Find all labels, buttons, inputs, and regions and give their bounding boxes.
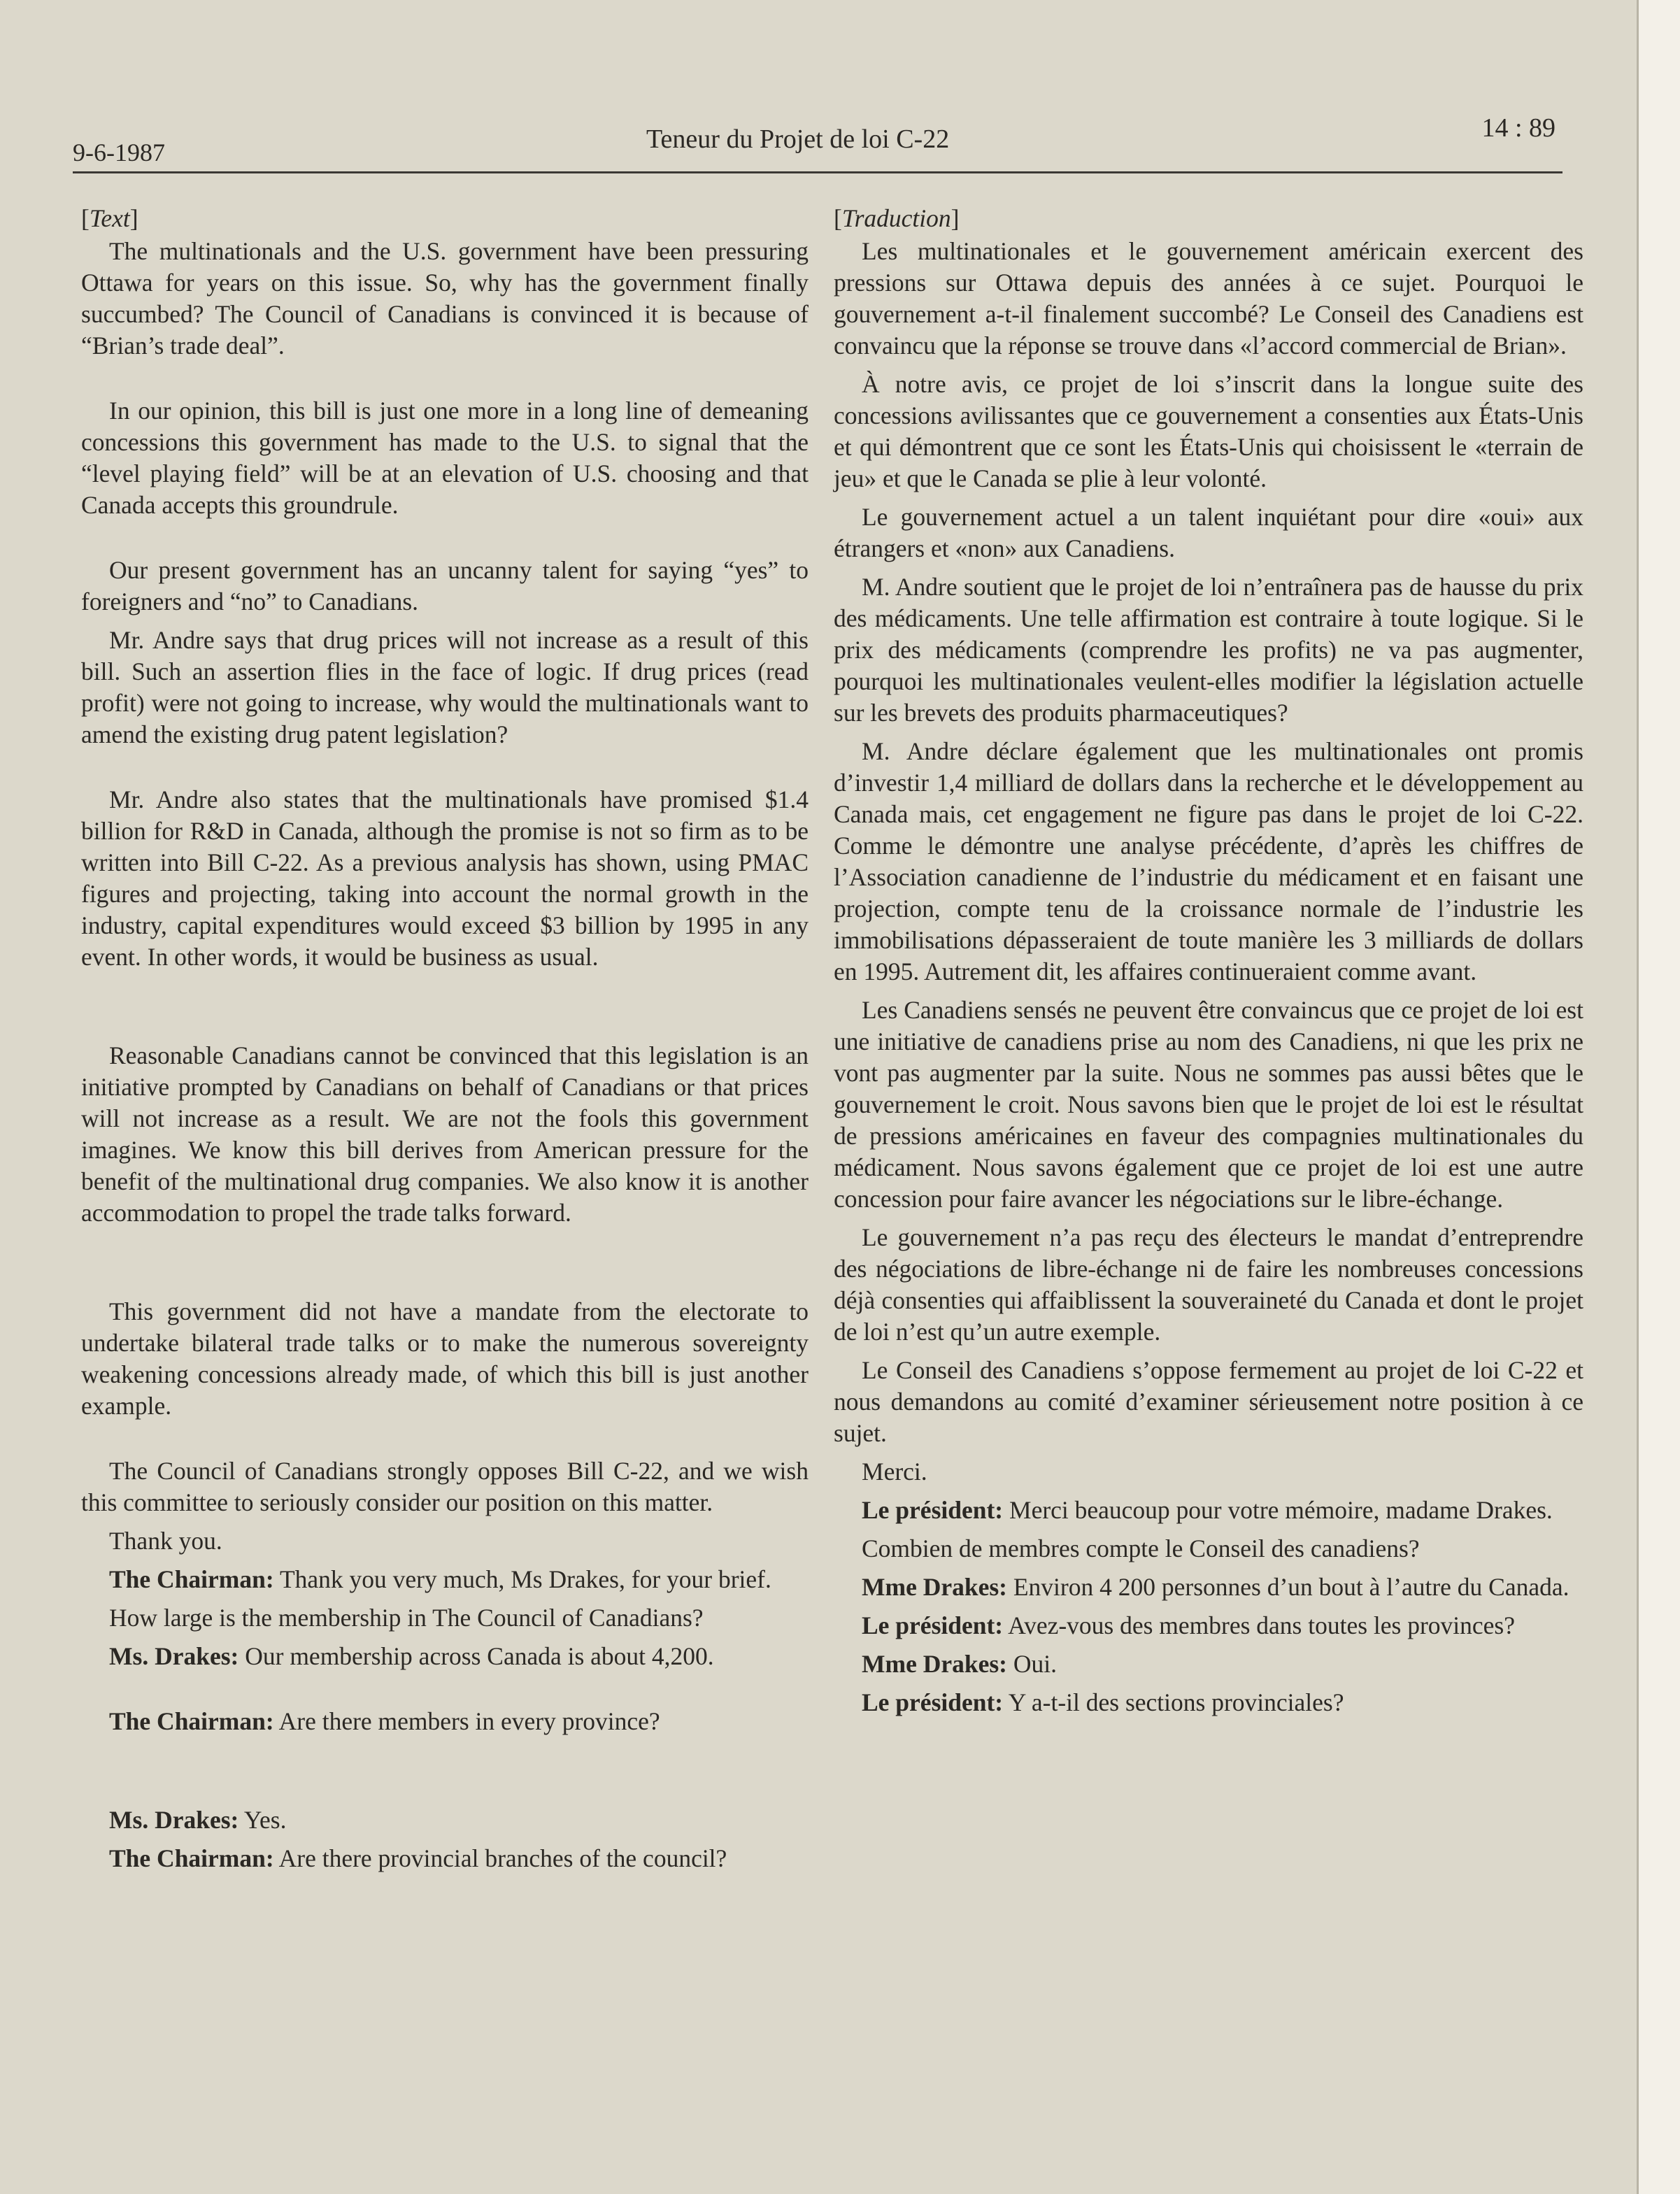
speaker: Mme Drakes:	[862, 1573, 1007, 1601]
page-edge	[1637, 0, 1680, 2194]
dialogue-line: Ms. Drakes: Our membership across Canada is about 4,200.	[109, 1642, 714, 1670]
dialogue-line: The Chairman: Are there provincial branches of the council?	[109, 1844, 727, 1872]
paragraph: Le gouvernement n’a pas reçu des électeurs le mandat d’entreprendre des négociations de libre-échange ni de faire les nombreuses concessions déjà consenties qui affaiblissent la souveraineté du Canada et dont le projet de loi n’est qu’un autre exemple.	[834, 1223, 1583, 1346]
speaker: The Chairman:	[109, 1844, 274, 1872]
page-header	[73, 105, 1562, 173]
speaker: The Chairman:	[109, 1565, 274, 1593]
header-date: 9-6-1987	[73, 138, 165, 166]
speaker: The Chairman:	[109, 1707, 274, 1735]
header-page-number: 14 : 89	[1481, 113, 1556, 143]
paragraph: Thank you.	[109, 1527, 222, 1555]
dialogue-line: The Chairman: Thank you very much, Ms Drakes, for your brief.	[109, 1565, 771, 1593]
speaker: Le président:	[862, 1496, 1004, 1524]
paragraph: This government did not have a mandate from the electorate to undertake bilateral trade talks or to make the numerous sovereignty weakening concessions already made, of which this bill is just another example.	[81, 1297, 809, 1420]
paragraph: In our opinion, this bill is just one more in a long line of demeaning concessions this government has made to the U.S. to signal that the “level playing field” will be at an elevation of U.S. choosing and that Canada accepts this groundrule.	[81, 397, 809, 519]
paragraph: À notre avis, ce projet de loi s’inscrit dans la longue suite des concessions avilissantes que ce gouvernement a consenties aux États-Unis et qui démontrent que ce sont les États-Unis qui choisissent le «terrain de jeu» et que le Canada se plie à leur volonté.	[834, 370, 1583, 492]
dialogue-line: The Chairman: Are there members in every province?	[109, 1707, 660, 1735]
paragraph: M. Andre soutient que le projet de loi n’entraînera pas de hausse du prix des médicaments. Une telle affirmation est contraire à toute logique. Si le prix des médicaments (comprendre les profits) ne va pas augmenter, pourquoi les multinationales veulent-elles modifier la législation actuelle sur les brevets des produits pharmaceutiques?	[834, 573, 1583, 727]
speaker: Le président:	[862, 1611, 1004, 1639]
text-label: [Text]	[81, 204, 138, 232]
speaker: Ms. Drakes:	[109, 1642, 239, 1670]
dialogue-line: How large is the membership in The Council of Canadians?	[109, 1604, 704, 1632]
paragraph: Reasonable Canadians cannot be convinced that this legislation is an initiative prompted by Canadians on behalf of Canadians or that prices will not increase as a result. We are not the fools this government imagines. We know this bill derives from American pressure for the benefit of the multinational drug companies. We also know it is another accommodation to propel the trade talks forward.	[81, 1041, 809, 1227]
dialogue-line: Le président: Y a-t-il des sections provinciales?	[862, 1688, 1344, 1716]
translation-label: [Traduction]	[834, 204, 960, 232]
speaker: Ms. Drakes:	[109, 1806, 239, 1834]
paragraph: Le Conseil des Canadiens s’oppose fermement au projet de loi C-22 et nous demandons au comité d’examiner sérieusement notre position à ce sujet.	[834, 1356, 1583, 1447]
speaker: Mme Drakes:	[862, 1650, 1007, 1678]
dialogue-line: Mme Drakes: Environ 4 200 personnes d’un bout à l’autre du Canada.	[862, 1573, 1569, 1601]
dialogue-line: Ms. Drakes: Yes.	[109, 1806, 287, 1834]
dialogue-line: Mme Drakes: Oui.	[862, 1650, 1057, 1678]
paragraph: The multinationals and the U.S. government have been pressuring Ottawa for years on this issue. So, why has the government finally succumbed? The Council of Canadians is convinced it is because of “Brian’s trade deal”.	[81, 237, 809, 359]
paragraph: Our present government has an uncanny talent for saying “yes” to foreigners and “no” to Canadians.	[81, 556, 809, 615]
paragraph: Mr. Andre says that drug prices will not increase as a result of this bill. Such an assertion flies in the face of logic. If drug prices (read profit) were not going to increase, why would the multinationals want to amend the existing drug patent legislation?	[81, 626, 809, 748]
paragraph: Mr. Andre also states that the multinationals have promised $1.4 billion for R&D in Canada, although the promise is not so firm as to be written into Bill C-22. As a previous analysis has shown, using PMAC figures and projecting, taking into account the normal growth in the industry, capital expenditures would exceed $3 billion by 1995 in any event. In other words, it would be business as usual.	[81, 785, 809, 971]
paragraph: Les Canadiens sensés ne peuvent être convaincus que ce projet de loi est une initiative de canadiens prise au nom des Canadiens, ni que les prix ne vont pas augmenter par la suite. Nous ne sommes pas aussi bêtes que le gouvernement le croit. Nous savons bien que le projet de loi est le résultat de pressions américaines en faveur des compagnies multinationales du médicament. Nous savons également que ce projet de loi est une autre concession pour faire avancer les négociations sur le libre-échange.	[834, 996, 1583, 1213]
paragraph: Le gouvernement actuel a un talent inquiétant pour dire «oui» aux étrangers et «non» aux Canadiens.	[834, 503, 1583, 562]
english-column	[81, 203, 809, 1874]
paragraph: The Council of Canadians strongly opposes Bill C-22, and we wish this committee to seriously consider our position on this matter.	[81, 1457, 809, 1516]
dialogue-line: Le président: Avez-vous des membres dans toutes les provinces?	[862, 1611, 1515, 1639]
header-title: Teneur du Projet de loi C-22	[646, 124, 950, 154]
dialogue-line: Le président: Merci beaucoup pour votre mémoire, madame Drakes.	[862, 1496, 1553, 1524]
paragraph: Les multinationales et le gouvernement américain exercent des pressions sur Ottawa depuis des années à ce sujet. Pourquoi le gouvernement a-t-il finalement succombé? Le Conseil des Canadiens est convaincu que la réponse se trouve dans «l’accord commercial de Brian».	[834, 237, 1583, 359]
speaker: Le président:	[862, 1688, 1004, 1716]
paragraph: M. Andre déclare également que les multinationales ont promis d’investir 1,4 milliard de dollars dans la recherche et le développement au Canada mais, cet engagement ne figure pas dans le projet de loi C-22. Comme le démontre une analyse précédente, d’après les chiffres de l’Association canadienne de l’industrie du médicament et en faisant une projection, compte tenu de la croissance normale de l’industrie les immobilisations dépasseraient de toute manière les 3 milliards de dollars en 1995. Autrement dit, les affaires continueraient comme avant.	[834, 737, 1583, 985]
paragraph: Merci.	[862, 1458, 927, 1486]
dialogue-line: Combien de membres compte le Conseil des canadiens?	[862, 1534, 1420, 1562]
french-column	[834, 203, 1583, 1718]
